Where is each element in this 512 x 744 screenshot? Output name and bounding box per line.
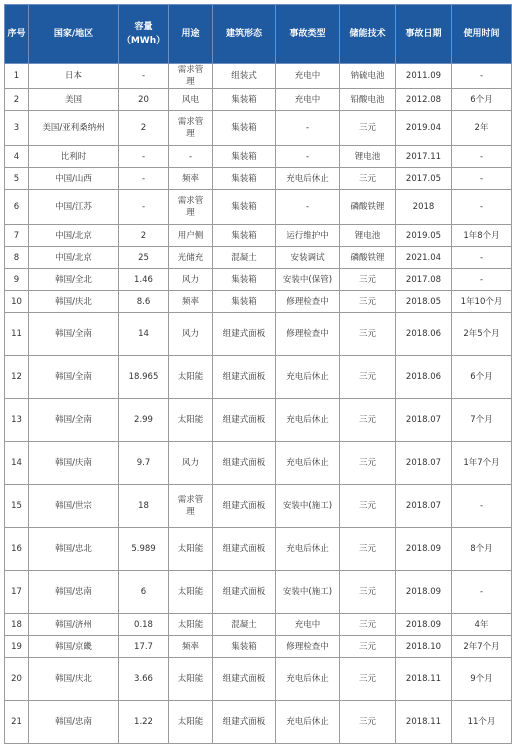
cell-region: 韩国/忠南 bbox=[29, 571, 119, 614]
cell-usage-time: - bbox=[452, 168, 512, 190]
cell-storage-tech: 三元 bbox=[340, 356, 396, 399]
cell-building-form: 集装箱 bbox=[213, 269, 276, 291]
cell-index: 21 bbox=[5, 701, 29, 744]
cell-usage-time: 2年5个月 bbox=[452, 313, 512, 356]
cell-accident-date: 2019.04 bbox=[396, 111, 452, 146]
table-row bbox=[5, 190, 512, 225]
cell-region: 韩国/庆北 bbox=[29, 291, 119, 313]
cell-index: 3 bbox=[5, 111, 29, 146]
cell-capacity: 2 bbox=[119, 225, 169, 247]
cell-accident-date: 2018.06 bbox=[396, 313, 452, 356]
cell-capacity: 6 bbox=[119, 571, 169, 614]
cell-accident-type: 充电后休止 bbox=[276, 168, 340, 190]
accident-table-container bbox=[4, 4, 511, 744]
cell-accident-type: - bbox=[276, 190, 340, 225]
cell-region: 韩国/世宗 bbox=[29, 485, 119, 528]
cell-accident-date: 2018.07 bbox=[396, 399, 452, 442]
cell-accident-type: 充电中 bbox=[276, 89, 340, 111]
cell-building-form: 集装箱 bbox=[213, 111, 276, 146]
cell-use: 频率 bbox=[169, 636, 213, 658]
cell-accident-type: 安装中(施工) bbox=[276, 571, 340, 614]
cell-use: 风力 bbox=[169, 442, 213, 485]
cell-index: 4 bbox=[5, 146, 29, 168]
cell-accident-date: 2018.11 bbox=[396, 701, 452, 744]
cell-building-form: 集装箱 bbox=[213, 89, 276, 111]
cell-region: 韩国/忠北 bbox=[29, 528, 119, 571]
cell-storage-tech: 三元 bbox=[340, 636, 396, 658]
cell-accident-type: 修理检查中 bbox=[276, 313, 340, 356]
cell-region: 日本 bbox=[29, 64, 119, 89]
cell-usage-time: 1年8个月 bbox=[452, 225, 512, 247]
cell-accident-date: 2018.07 bbox=[396, 442, 452, 485]
cell-use: 频率 bbox=[169, 168, 213, 190]
cell-capacity: 14 bbox=[119, 313, 169, 356]
cell-accident-date: 2012.08 bbox=[396, 89, 452, 111]
cell-use: 频率 bbox=[169, 291, 213, 313]
cell-accident-type: 修理检查中 bbox=[276, 636, 340, 658]
cell-accident-type: 充电后休止 bbox=[276, 701, 340, 744]
cell-building-form: 组建式面板 bbox=[213, 356, 276, 399]
cell-accident-date: 2018.10 bbox=[396, 636, 452, 658]
cell-usage-time: 9个月 bbox=[452, 658, 512, 701]
cell-storage-tech: 三元 bbox=[340, 168, 396, 190]
cell-building-form: 组建式面板 bbox=[213, 485, 276, 528]
cell-building-form: 集装箱 bbox=[213, 190, 276, 225]
cell-storage-tech: 三元 bbox=[340, 269, 396, 291]
cell-use: - bbox=[169, 146, 213, 168]
cell-building-form: 组建式面板 bbox=[213, 442, 276, 485]
table-row bbox=[5, 291, 512, 313]
cell-usage-time: 8个月 bbox=[452, 528, 512, 571]
cell-capacity: 17.7 bbox=[119, 636, 169, 658]
cell-use: 风力 bbox=[169, 313, 213, 356]
cell-use: 太阳能 bbox=[169, 701, 213, 744]
cell-use: 用户侧 bbox=[169, 225, 213, 247]
cell-accident-type: 安装中(施工) bbox=[276, 485, 340, 528]
cell-capacity: 9.7 bbox=[119, 442, 169, 485]
cell-building-form: 组建式面板 bbox=[213, 399, 276, 442]
cell-capacity: - bbox=[119, 146, 169, 168]
cell-usage-time: 2年7个月 bbox=[452, 636, 512, 658]
cell-storage-tech: 三元 bbox=[340, 658, 396, 701]
cell-capacity: - bbox=[119, 168, 169, 190]
cell-region: 韩国/全南 bbox=[29, 399, 119, 442]
cell-usage-time: 11个月 bbox=[452, 701, 512, 744]
cell-region: 中国/江苏 bbox=[29, 190, 119, 225]
cell-index: 2 bbox=[5, 89, 29, 111]
cell-region: 美国/亚利桑纳州 bbox=[29, 111, 119, 146]
cell-building-form: 组建式面板 bbox=[213, 701, 276, 744]
cell-building-form: 集装箱 bbox=[213, 636, 276, 658]
cell-index: 19 bbox=[5, 636, 29, 658]
cell-storage-tech: 三元 bbox=[340, 571, 396, 614]
cell-storage-tech: 三元 bbox=[340, 111, 396, 146]
table-row bbox=[5, 269, 512, 291]
cell-region: 美国 bbox=[29, 89, 119, 111]
ess-accident-table bbox=[4, 4, 512, 744]
cell-accident-type: 充电后休止 bbox=[276, 658, 340, 701]
cell-capacity: 3.66 bbox=[119, 658, 169, 701]
cell-index: 6 bbox=[5, 190, 29, 225]
table-row bbox=[5, 64, 512, 89]
cell-storage-tech: 三元 bbox=[340, 528, 396, 571]
cell-building-form: 集装箱 bbox=[213, 291, 276, 313]
cell-index: 8 bbox=[5, 247, 29, 269]
cell-use: 太阳能 bbox=[169, 528, 213, 571]
cell-usage-time: 6个月 bbox=[452, 356, 512, 399]
cell-index: 17 bbox=[5, 571, 29, 614]
table-row bbox=[5, 313, 512, 356]
cell-use: 太阳能 bbox=[169, 571, 213, 614]
cell-accident-date: 2018.09 bbox=[396, 571, 452, 614]
cell-use: 需求管理 bbox=[169, 190, 213, 225]
cell-index: 9 bbox=[5, 269, 29, 291]
cell-accident-type: 充电后休止 bbox=[276, 356, 340, 399]
table-row bbox=[5, 636, 512, 658]
table-row bbox=[5, 168, 512, 190]
cell-capacity: 2 bbox=[119, 111, 169, 146]
cell-usage-time: - bbox=[452, 247, 512, 269]
cell-capacity: 1.46 bbox=[119, 269, 169, 291]
cell-usage-time: 6个月 bbox=[452, 89, 512, 111]
cell-usage-time: 2年 bbox=[452, 111, 512, 146]
cell-use: 风电 bbox=[169, 89, 213, 111]
cell-accident-date: 2017.05 bbox=[396, 168, 452, 190]
cell-storage-tech: 磷酸铁锂 bbox=[340, 247, 396, 269]
cell-index: 7 bbox=[5, 225, 29, 247]
cell-index: 14 bbox=[5, 442, 29, 485]
table-row bbox=[5, 528, 512, 571]
table-row bbox=[5, 111, 512, 146]
cell-building-form: 组建式面板 bbox=[213, 528, 276, 571]
cell-accident-type: - bbox=[276, 111, 340, 146]
cell-index: 5 bbox=[5, 168, 29, 190]
cell-storage-tech: 三元 bbox=[340, 442, 396, 485]
cell-index: 18 bbox=[5, 614, 29, 636]
cell-building-form: 混凝土 bbox=[213, 614, 276, 636]
cell-accident-type: 充电中 bbox=[276, 614, 340, 636]
header-use: 用途 bbox=[169, 5, 213, 64]
cell-usage-time: 7个月 bbox=[452, 399, 512, 442]
cell-storage-tech: 三元 bbox=[340, 701, 396, 744]
cell-storage-tech: 铅酸电池 bbox=[340, 89, 396, 111]
cell-storage-tech: 锂电池 bbox=[340, 225, 396, 247]
cell-accident-date: 2018 bbox=[396, 190, 452, 225]
table-row bbox=[5, 247, 512, 269]
cell-usage-time: - bbox=[452, 190, 512, 225]
cell-building-form: 组装式 bbox=[213, 64, 276, 89]
cell-region: 韩国/全南 bbox=[29, 313, 119, 356]
cell-region: 韩国/庆南 bbox=[29, 442, 119, 485]
cell-usage-time: - bbox=[452, 269, 512, 291]
cell-accident-type: 充电后休止 bbox=[276, 442, 340, 485]
table-row bbox=[5, 614, 512, 636]
cell-usage-time: - bbox=[452, 146, 512, 168]
cell-capacity: 18.965 bbox=[119, 356, 169, 399]
cell-accident-date: 2021.04 bbox=[396, 247, 452, 269]
cell-capacity: 2.99 bbox=[119, 399, 169, 442]
cell-accident-date: 2017.11 bbox=[396, 146, 452, 168]
cell-use: 太阳能 bbox=[169, 614, 213, 636]
cell-usage-time: - bbox=[452, 64, 512, 89]
table-header-row bbox=[5, 5, 512, 64]
cell-accident-type: 安装调试 bbox=[276, 247, 340, 269]
cell-accident-type: 运行维护中 bbox=[276, 225, 340, 247]
header-index: 序号 bbox=[5, 5, 29, 64]
cell-accident-date: 2011.09 bbox=[396, 64, 452, 89]
header-accident-date: 事故日期 bbox=[396, 5, 452, 64]
cell-accident-date: 2017.08 bbox=[396, 269, 452, 291]
cell-accident-date: 2019.05 bbox=[396, 225, 452, 247]
table-row bbox=[5, 225, 512, 247]
cell-building-form: 混凝土 bbox=[213, 247, 276, 269]
cell-index: 12 bbox=[5, 356, 29, 399]
cell-storage-tech: 磷酸铁锂 bbox=[340, 190, 396, 225]
cell-accident-date: 2018.06 bbox=[396, 356, 452, 399]
cell-capacity: 20 bbox=[119, 89, 169, 111]
cell-accident-type: 充电中 bbox=[276, 64, 340, 89]
cell-storage-tech: 三元 bbox=[340, 291, 396, 313]
cell-index: 11 bbox=[5, 313, 29, 356]
table-row bbox=[5, 399, 512, 442]
cell-use: 太阳能 bbox=[169, 658, 213, 701]
cell-storage-tech: 三元 bbox=[340, 399, 396, 442]
header-usage-time: 使用时间 bbox=[452, 5, 512, 64]
cell-accident-type: 充电后休止 bbox=[276, 528, 340, 571]
cell-building-form: 集装箱 bbox=[213, 225, 276, 247]
table-row bbox=[5, 485, 512, 528]
cell-capacity: - bbox=[119, 64, 169, 89]
cell-use: 太阳能 bbox=[169, 356, 213, 399]
cell-capacity: 18 bbox=[119, 485, 169, 528]
header-accident-type: 事故类型 bbox=[276, 5, 340, 64]
cell-region: 韩国/忠南 bbox=[29, 701, 119, 744]
cell-usage-time: 4年 bbox=[452, 614, 512, 636]
cell-region: 比利时 bbox=[29, 146, 119, 168]
cell-use: 需求管理 bbox=[169, 111, 213, 146]
cell-usage-time: 1年7个月 bbox=[452, 442, 512, 485]
cell-region: 中国/北京 bbox=[29, 247, 119, 269]
cell-accident-date: 2018.05 bbox=[396, 291, 452, 313]
table-row bbox=[5, 442, 512, 485]
cell-usage-time: - bbox=[452, 485, 512, 528]
cell-region: 韩国/庆北 bbox=[29, 658, 119, 701]
cell-capacity: 25 bbox=[119, 247, 169, 269]
cell-building-form: 集装箱 bbox=[213, 146, 276, 168]
cell-use: 光储充 bbox=[169, 247, 213, 269]
cell-use: 需求管理 bbox=[169, 485, 213, 528]
cell-accident-type: - bbox=[276, 146, 340, 168]
cell-use: 需求管理 bbox=[169, 64, 213, 89]
cell-accident-date: 2018.07 bbox=[396, 485, 452, 528]
cell-capacity: 0.18 bbox=[119, 614, 169, 636]
table-row bbox=[5, 701, 512, 744]
cell-index: 15 bbox=[5, 485, 29, 528]
cell-index: 16 bbox=[5, 528, 29, 571]
cell-index: 13 bbox=[5, 399, 29, 442]
cell-region: 中国/北京 bbox=[29, 225, 119, 247]
cell-accident-type: 安装中(保管) bbox=[276, 269, 340, 291]
cell-building-form: 组建式面板 bbox=[213, 658, 276, 701]
table-row bbox=[5, 571, 512, 614]
cell-index: 10 bbox=[5, 291, 29, 313]
table-row bbox=[5, 146, 512, 168]
cell-storage-tech: 三元 bbox=[340, 313, 396, 356]
cell-building-form: 集装箱 bbox=[213, 168, 276, 190]
cell-region: 韩国/济州 bbox=[29, 614, 119, 636]
cell-region: 韩国/全北 bbox=[29, 269, 119, 291]
cell-region: 中国/山西 bbox=[29, 168, 119, 190]
table-row bbox=[5, 356, 512, 399]
cell-storage-tech: 锂电池 bbox=[340, 146, 396, 168]
cell-region: 韩国/京畿 bbox=[29, 636, 119, 658]
cell-usage-time: 1年10个月 bbox=[452, 291, 512, 313]
cell-use: 太阳能 bbox=[169, 399, 213, 442]
cell-accident-date: 2018.09 bbox=[396, 614, 452, 636]
cell-capacity: 8.6 bbox=[119, 291, 169, 313]
cell-index: 20 bbox=[5, 658, 29, 701]
cell-storage-tech: 钠硫电池 bbox=[340, 64, 396, 89]
cell-accident-type: 修理检查中 bbox=[276, 291, 340, 313]
cell-use: 风力 bbox=[169, 269, 213, 291]
table-row bbox=[5, 658, 512, 701]
cell-accident-type: 充电后休止 bbox=[276, 399, 340, 442]
cell-building-form: 组建式面板 bbox=[213, 571, 276, 614]
cell-region: 韩国/全南 bbox=[29, 356, 119, 399]
table-row bbox=[5, 89, 512, 111]
header-region: 国家/地区 bbox=[29, 5, 119, 64]
cell-index: 1 bbox=[5, 64, 29, 89]
header-building-form: 建筑形态 bbox=[213, 5, 276, 64]
cell-usage-time: - bbox=[452, 571, 512, 614]
cell-accident-date: 2018.11 bbox=[396, 658, 452, 701]
header-capacity: 容量（MWh） bbox=[119, 5, 169, 64]
table-body bbox=[5, 64, 512, 744]
cell-storage-tech: 三元 bbox=[340, 614, 396, 636]
cell-accident-date: 2018.09 bbox=[396, 528, 452, 571]
header-storage-tech: 储能技术 bbox=[340, 5, 396, 64]
cell-capacity: 1.22 bbox=[119, 701, 169, 744]
cell-storage-tech: 三元 bbox=[340, 485, 396, 528]
cell-building-form: 组建式面板 bbox=[213, 313, 276, 356]
cell-capacity: - bbox=[119, 190, 169, 225]
cell-capacity: 5.989 bbox=[119, 528, 169, 571]
